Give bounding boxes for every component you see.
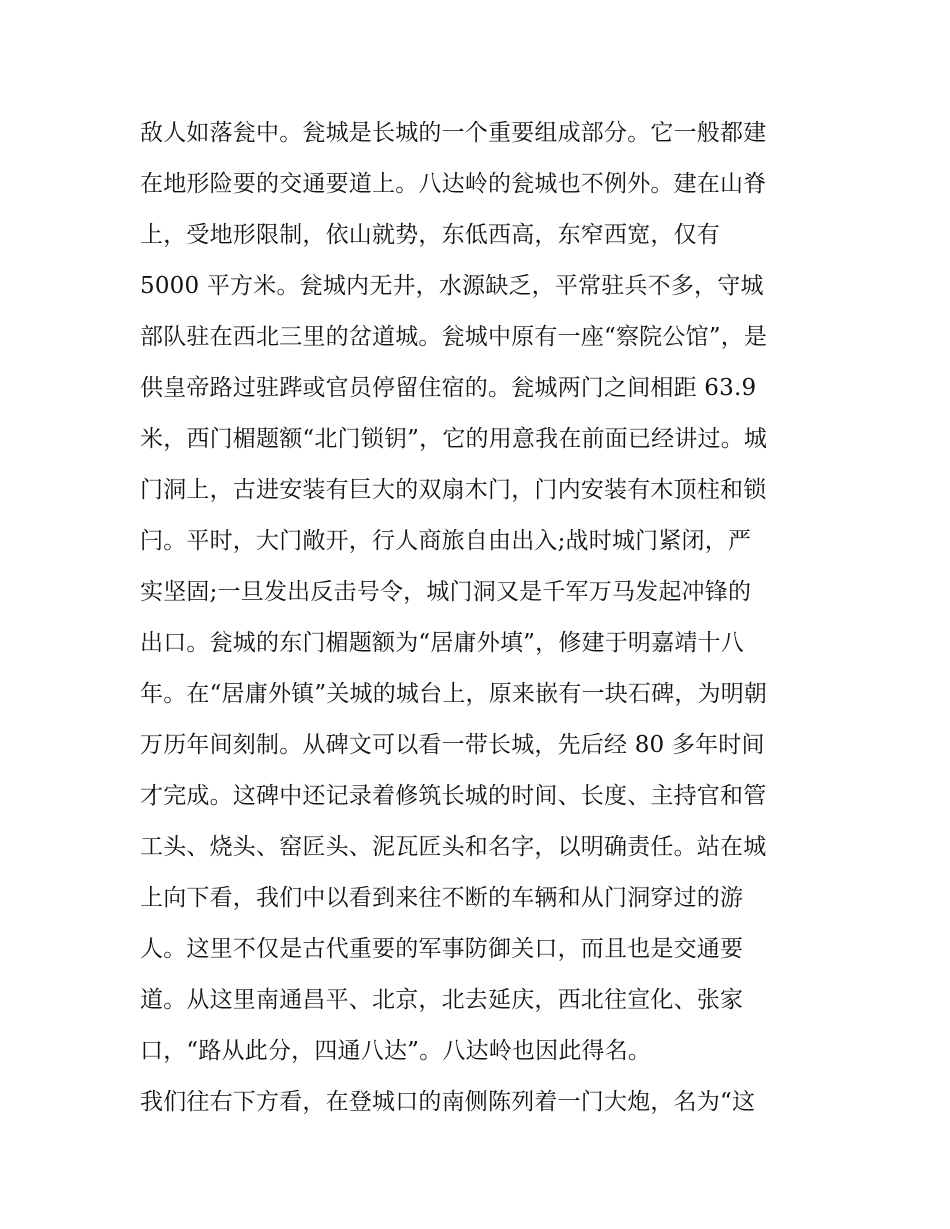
text-line-9: 闩。平时，大门敞开，行人商旅自由出入;战时城门紧闭，严 — [140, 528, 752, 554]
text-line-13: 万历年间刻制。从碑文可以看一带长城，先后经 80 多年时间 — [140, 732, 765, 758]
text-line-17: 人。这里不仅是古代重要的军事防御关口，而且也是交通要 — [140, 936, 744, 962]
text-line-4: 5000 平方米。瓮城内无井，水源缺乏，平常驻兵不多，守城 — [140, 273, 764, 299]
text-line-20: 我们往右下方看，在登城口的南侧陈列着一门大炮，名为“这 — [140, 1089, 756, 1115]
text-line-5: 部队驻在西北三里的岔道城。瓮城中原有一座“察院公馆”，是 — [140, 324, 768, 350]
text-line-2: 在地形险要的交通要道上。八达岭的瓮城也不例外。建在山脊 — [140, 171, 767, 197]
text-line-7: 米，西门楣题额“北门锁钥”，它的用意我在前面已经讲过。城 — [140, 426, 768, 452]
text-line-1: 敌人如落瓮中。瓮城是长城的一个重要组成部分。它一般都建 — [140, 120, 767, 146]
text-line-8: 门洞上，古进安装有巨大的双扇木门，门内安装有木顶柱和锁 — [140, 477, 767, 503]
text-line-18: 道。从这里南通昌平、北京，北去延庆，西北往宣化、张家 — [140, 987, 744, 1013]
text-line-16: 上向下看，我们中以看到来往不断的车辆和从门洞穿过的游 — [140, 885, 744, 911]
text-line-15: 工头、烧头、窑匠头、泥瓦匠头和名字，以明确责任。站在城 — [140, 834, 767, 860]
text-line-6: 供皇帝路过驻跸或官员停留住宿的。瓮城两门之间相距 63.9 — [140, 375, 757, 401]
text-line-14: 才完成。这碑中还记录着修筑长城的时间、长度、主持官和管 — [140, 783, 767, 809]
text-line-3: 上，受地形限制，依山就势，东低西高，东窄西宽，仅有 — [140, 222, 720, 248]
body-text — [140, 108, 820, 1128]
text-line-12: 年。在“居庸外镇”关城的城台上，原来嵌有一块石碑，为明朝 — [140, 681, 768, 707]
text-line-19: 口，“路从此分，四通八达”。八达岭也因此得名。 — [140, 1038, 652, 1064]
text-line-11: 出口。瓮城的东门楣题额为“居庸外填”，修建于明嘉靖十八 — [140, 630, 744, 656]
text-line-10: 实坚固;一旦发出反击号令，城门洞又是千军万马发起冲锋的 — [140, 579, 752, 605]
